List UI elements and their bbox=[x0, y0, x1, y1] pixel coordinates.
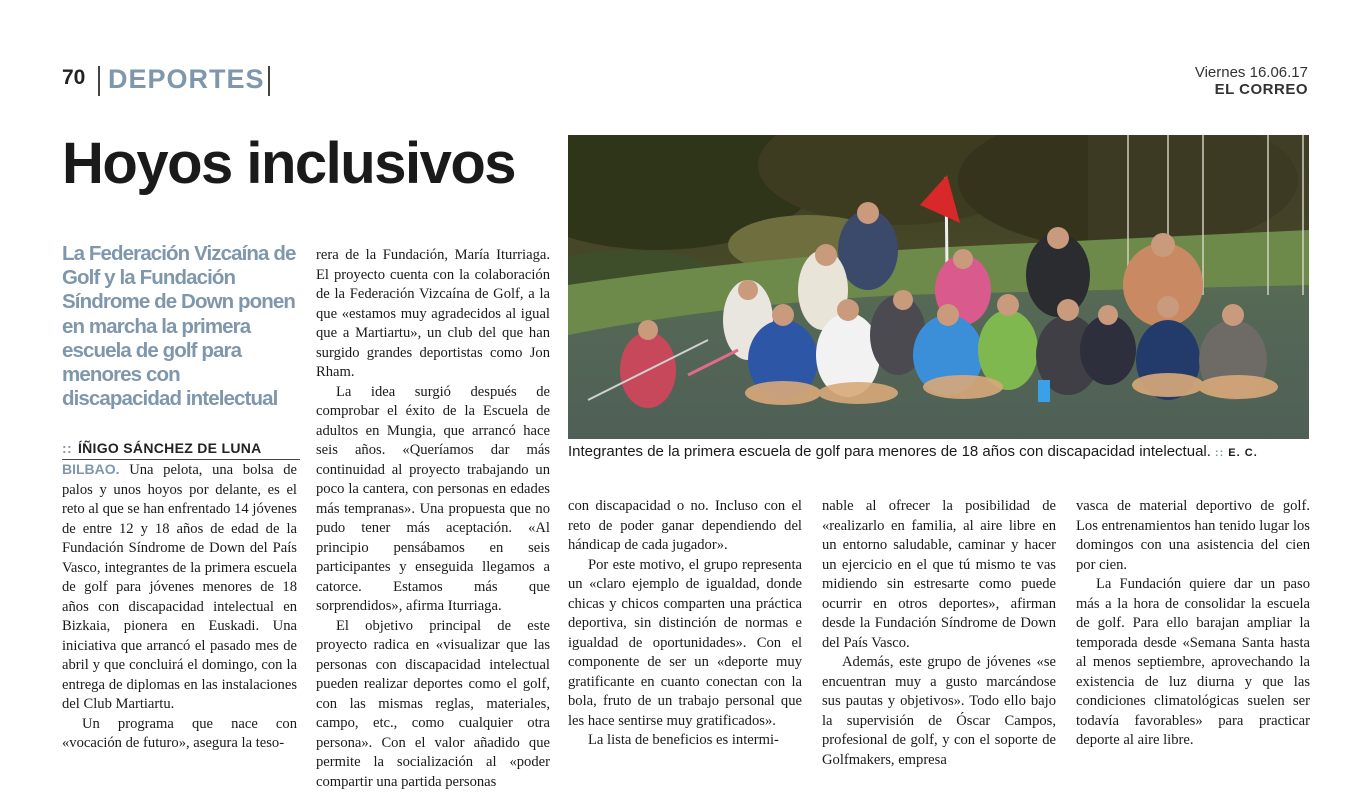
paragraph: Un programa que nace con «vocación de futuro», asegura la teso- bbox=[62, 715, 297, 754]
publication-name: EL CORREO bbox=[1215, 81, 1308, 98]
header-divider bbox=[268, 66, 270, 96]
dateline: BILBAO. bbox=[62, 461, 120, 477]
paragraph: rera de la Fundación, María Iturriaga. El proyecto cuenta con la colaboración de la Federación Vizcaína de Golf, a la que «estamos muy agradecidos al igual que a Martiartu», un club del que han surgido grandes deportistas como Jon Rham. bbox=[316, 246, 550, 383]
paragraph: El objetivo principal de este proyecto radica en «visualizar que las personas con discapacidad intelectual pueden realizar deportes como el golf, con las mismas reglas, materiales, campo, etc., como cualquier otra persona». Con el valor añadido que permite la socialización al «poder compartir una partida personas bbox=[316, 617, 550, 792]
paragraph: vasca de material deportivo de golf. Los entrenamientos han tenido lugar los domingos con una asistencia del cien por cien. bbox=[1076, 497, 1310, 575]
paragraph: La Fundación quiere dar un paso más a la hora de consolidar la escuela de golf. Para ello barajan ampliar la temporada desde «Semana Santa hasta al menos septiembre, aprovechando la existencia de luz diurna y que las condiciones climatológicas suelen ser todavía favorables» para practicar deporte al aire libre. bbox=[1076, 575, 1310, 751]
byline bbox=[62, 440, 262, 456]
article-column-1 bbox=[62, 461, 297, 754]
paragraph: nable al ofrecer la posibilidad de «realizarlo en familia, al aire libre en un entorno saludable, caminar y hacer un ejercicio en el que tú mismo te vas midiendo sin estresarte como puede ocurrir en otros deportes», afirman desde la Fundación Síndrome de Down del País Vasco. bbox=[822, 497, 1056, 653]
article-headline: Hoyos inclusivos bbox=[62, 130, 515, 197]
photo-credit: :: E. C. bbox=[1215, 447, 1258, 459]
header-divider bbox=[98, 66, 100, 96]
article-column-3 bbox=[568, 497, 802, 751]
page-number: 70 bbox=[62, 66, 85, 90]
byline-marker: :: bbox=[62, 440, 72, 456]
article-deck: La Federación Vizcaína de Golf y la Fundación Síndrome de Down ponen en marcha la primera escuela de golf para menores con discapacidad intelectual bbox=[62, 242, 302, 411]
byline-rule bbox=[62, 459, 300, 460]
paragraph: Además, este grupo de jóvenes «se encuentran muy a gusto marcándose sus pautas y objetivos». Todo ello bajo la supervisión de Óscar Campos, profesional de golf, y con el soporte de Golfmakers, empresa bbox=[822, 653, 1056, 770]
publication-info bbox=[1195, 64, 1308, 98]
paragraph: La lista de beneficios es intermi- bbox=[568, 731, 802, 751]
team-photo bbox=[568, 135, 1309, 439]
paragraph: La idea surgió después de comprobar el éxito de la Escuela de adultos en Mungia, que arrancó hace seis años. «Queríamos dar más continuidad al proyecto trabajando un poco la cantera, con personas en edades más tempranas». Una propuesta que no pudo tener más aceptación. «Al principio pensábamos en seis participantes y enseguida llegamos a catorce. Estamos más que sorprendidos», afirma Iturriaga. bbox=[316, 383, 550, 617]
article-column-2 bbox=[316, 246, 550, 792]
article-column-5 bbox=[1076, 497, 1310, 751]
golf-group-photo bbox=[568, 135, 1309, 439]
section-title: DEPORTES bbox=[108, 64, 265, 95]
paragraph: BILBAO. Una pelota, una bolsa de palos y unos hoyos por delante, es el reto al que se han enfrentado 14 jóvenes de entre 12 y 18 años de edad de la Fundación Síndrome de Down del País Vasco, integrantes de la primera escuela de golf para jóvenes menores de 18 años con discapacidad intelectual en Bizkaia, pionera en Euskadi. Una iniciativa que arrancó el pasado mes de abril y que concluirá el domingo, con la entrega de diplomas en las instalaciones del Club Martiartu. bbox=[62, 461, 297, 715]
article-column-4 bbox=[822, 497, 1056, 770]
photo-caption: Integrantes de la primera escuela de golf para menores de 18 años con discapacidad intelectual. :: E. C. bbox=[568, 443, 1309, 460]
byline-author: ÍÑIGO SÁNCHEZ DE LUNA bbox=[78, 440, 262, 456]
paragraph: con discapacidad o no. Incluso con el reto de poder ganar dependiendo del hándicap de cada jugador». bbox=[568, 497, 802, 556]
issue-date: Viernes 16.06.17 bbox=[1195, 64, 1308, 81]
paragraph: Por este motivo, el grupo representa un «claro ejemplo de igualdad, donde chicas y chicos comparten una práctica deportiva, sin distinción de normas e igualdad de oportunidades». Con el componente de ser un «deporte muy gratificante en cuanto conectan con la bola, fruto de un trabajo personal que les hace sentirse muy gratificados». bbox=[568, 556, 802, 732]
